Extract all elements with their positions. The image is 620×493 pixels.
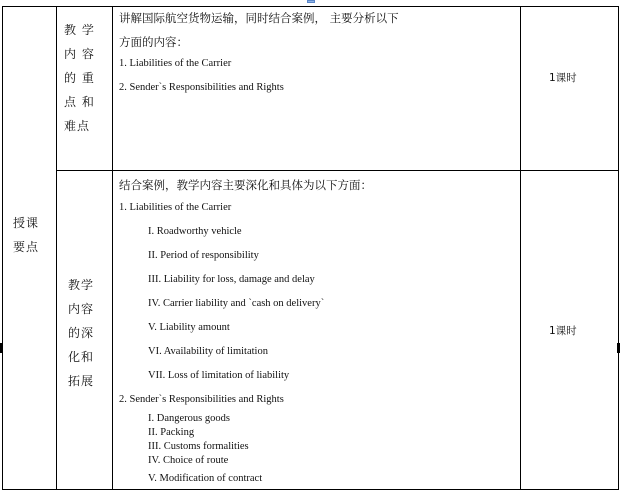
row2-part1-item: I. Roadworthy vehicle: [148, 226, 242, 237]
row2-label-line: 内容: [68, 302, 95, 316]
table-border-right: [618, 6, 619, 490]
row1-label-line: 点 和: [64, 95, 95, 109]
row1-item: 1. Liabilities of the Carrier: [119, 58, 232, 69]
row2-label-line: 教学: [68, 278, 95, 292]
column-divider-3: [520, 6, 521, 490]
row2-label-line: 化和: [68, 350, 95, 364]
row2-label-line: 拓展: [68, 374, 95, 388]
row2-part2-item: V. Modification of contract: [148, 473, 263, 484]
section-label-line: 要点: [13, 240, 40, 254]
column-divider-1: [56, 6, 57, 490]
row2-part1-item: VII. Loss of limitation of liability: [148, 370, 290, 381]
row2-part2-item: I. Dangerous goods: [148, 413, 230, 424]
row1-hours: 1课时: [549, 72, 577, 84]
row1-label-line: 的 重: [64, 71, 95, 85]
row2-hours: 1课时: [549, 325, 577, 337]
row2-part2-item: II. Packing: [148, 427, 195, 438]
row2-part2-item: IV. Choice of route: [148, 455, 229, 466]
table-border-left: [2, 6, 3, 490]
row2-part1-item: IV. Carrier liability and `cash on delivery`: [148, 298, 325, 309]
row-divider: [56, 170, 619, 171]
row2-part2-item: III. Customs formalities: [148, 441, 249, 452]
row1-label-line: 难点: [64, 119, 91, 133]
row1-label-line: 内 容: [64, 47, 95, 61]
section-label-line: 授课: [13, 216, 40, 230]
row2-label-line: 的深: [68, 326, 95, 340]
row1-label-line: 教 学: [64, 23, 95, 37]
row2-part1-heading: 1. Liabilities of the Carrier: [119, 202, 232, 213]
row1-intro-line: 讲解国际航空货物运输，同时结合案例， 主要分析以下: [119, 11, 399, 25]
cursor-marker: [307, 0, 315, 3]
row2-intro: 结合案例，教学内容主要深化和具体为以下方面：: [119, 178, 372, 192]
column-divider-2: [112, 6, 113, 490]
table-border-bottom: [2, 489, 619, 490]
table-border-top: [2, 6, 619, 7]
edge-tick-left: [0, 343, 3, 353]
row2-part1-item: III. Liability for loss, damage and delay: [148, 274, 315, 285]
row2-part2-heading: 2. Sender`s Responsibilities and Rights: [119, 394, 284, 405]
row2-part1-item: VI. Availability of limitation: [148, 346, 268, 357]
row1-intro-line: 方面的内容：: [119, 35, 188, 49]
row2-part1-item: V. Liability amount: [148, 322, 230, 333]
row1-item: 2. Sender`s Responsibilities and Rights: [119, 82, 284, 93]
row2-part1-item: II. Period of responsibility: [148, 250, 259, 261]
